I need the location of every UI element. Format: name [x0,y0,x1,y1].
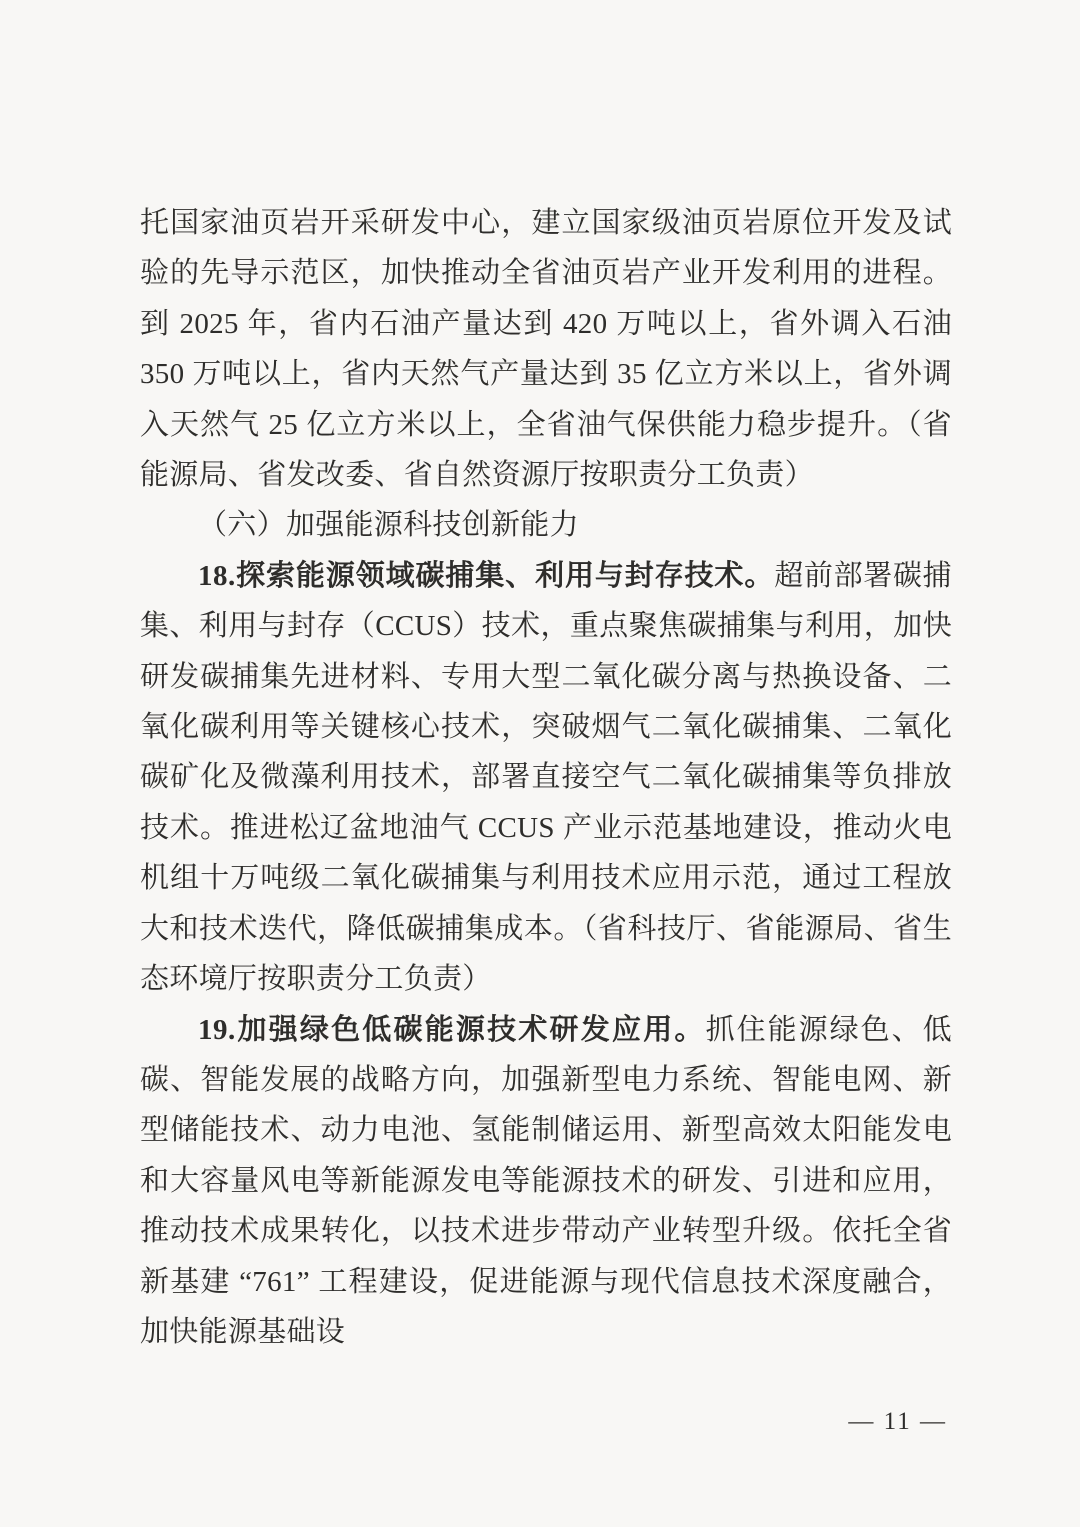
item-18-title: 18.探索能源领域碳捕集、利用与封存技术。 [198,559,775,592]
item-18-paragraph [140,551,952,1005]
body-paragraph-oil-gas: 托国家油页岩开采研发中心，建立国家级油页岩原位开发及试验的先导示范区，加快推动全省油页岩产业开发利用的进程。到 2025 年，省内石油产量达到 420 万吨以上，省外调入石油 350 万吨以上，省内天然气产量达到 35 亿立方米以上，省外调入天然气 25 亿立方米以上，全省油气保供能力稳步提升。（省能源局、省发改委、省自然资源厅按职责分工负责） [140,207,952,492]
document-body [140,198,952,1357]
item-19-body: 抓住能源绿色、低碳、智能发展的战略方向，加强新型电力系统、智能电网、新型储能技术、动力电池、氢能制储运用、新型高效太阳能发电和大容量风电等新能源发电等能源技术的研发、引进和应用，推动技术成果转化，以技术进步带动产业转型升级。依托全省新基建 “761” 工程建设，促进能源与现代信息技术深度融合，加快能源基础设 [140,1013,952,1348]
item-19-paragraph [140,1005,952,1358]
page-number: — 11 — [848,1408,947,1435]
section-heading-six: （六）加强能源科技创新能力 [198,509,579,542]
item-18-body: 超前部署碳捕集、利用与封存（CCUS）技术，重点聚焦碳捕集与利用，加快研发碳捕集先进材料、专用大型二氧化碳分离与热换设备、二氧化碳利用等关键核心技术，突破烟气二氧化碳捕集、二氧化碳矿化及微藻利用技术，部署直接空气二氧化碳捕集等负排放技术。推进松辽盆地油气 CCUS 产业示范基地建设，推动火电机组十万吨级二氧化碳捕集与利用技术应用示范，通过工程放大和技术迭代，降低碳捕集成本。（省科技厅、省能源局、省生态环境厅按职责分工负责） [140,559,952,996]
item-19-title: 19.加强绿色低碳能源技术研发应用。 [198,1013,706,1046]
